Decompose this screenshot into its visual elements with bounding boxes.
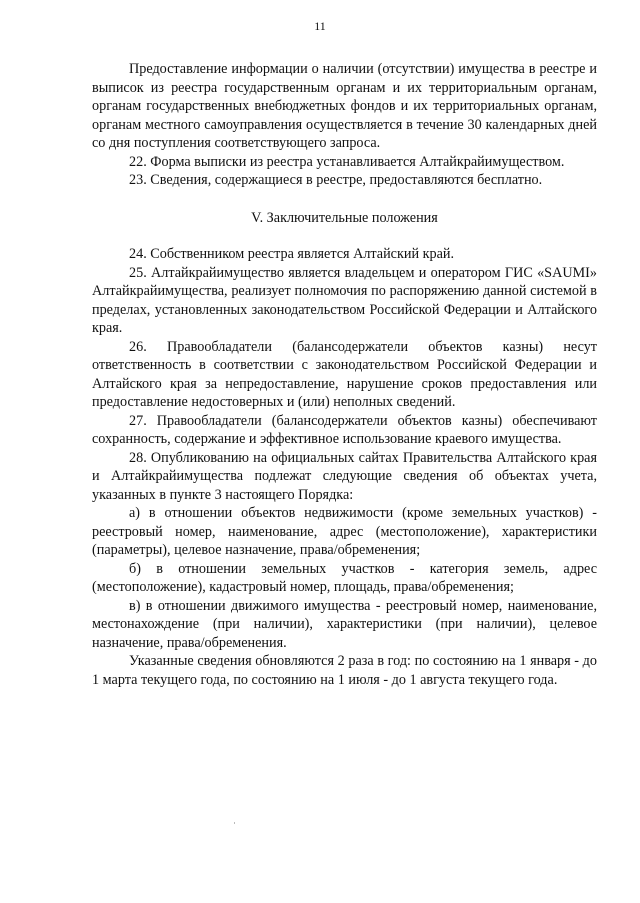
paragraph-28-b: б) в отношении земельных участков - категория земель, адрес (местоположение), кадастровый номер, площадь, права/обременения; [92, 560, 597, 595]
paragraph-28-a: а) в отношении объектов недвижимости (кроме земельных участков) - реестровый номер, наименование, адрес (местоположение), характеристики (параметры), целевое назначение, права/обременения; [92, 505, 597, 558]
page-number: 11 [314, 19, 326, 33]
paragraph-25: 25. Алтайкрайимущество является владельцем и оператором ГИС «SAUMI» Алтайкрайимущества, реализует полномочия по распоряжению данной системой в пределах, установленных законодательством Российской Федерации и Алтайского края. [92, 264, 597, 336]
paragraph-28-v: в) в отношении движимого имущества - реестровый номер, наименование, местонахождение (при наличии), характеристики (при наличии), целевое назначение, права/обременения. [92, 597, 597, 651]
paragraph-24: 24. Собственником реестра является Алтайский край. [129, 246, 455, 262]
paragraph-27: 27. Правообладатели (балансодержатели объектов казны) обеспечивают сохранность, содержание и эффективное использование краевого имущества. [92, 412, 597, 447]
paragraph-23: 23. Сведения, содержащиеся в реестре, предоставляются бесплатно. [129, 172, 543, 188]
document-body [92, 60, 597, 689]
section-heading: V. Заключительные положения [251, 209, 438, 226]
paragraph-info-provision: Предоставление информации о наличии (отсутствии) имущества в реестре и выписок из реестра государственным органам и их территориальным органам, органам государственных внебюджетных фондов и их территориальных органам, органам местного самоуправления осуществляется в течение 30 календарных дней со дня поступления соответствующего запроса. [92, 61, 597, 151]
scan-speck [234, 822, 235, 824]
paragraph-22: 22. Форма выписки из реестра устанавливается Алтайкрайимуществом. [129, 153, 565, 170]
paragraph-28: 28. Опубликованию на официальных сайтах Правительства Алтайского края и Алтайкрайимущества подлежат следующие сведения об объектах учета, указанных в пункте 3 настоящего Порядка: [92, 449, 597, 503]
paragraph-26: 26. Правообладатели (балансодержатели объектов казны) несут ответственность в соответствии с законодательством Российской Федерации и Алтайского края за непредоставление, нарушение сроков предоставления или предоставление недостоверных и (или) неполных сведений. [92, 338, 597, 410]
paragraph-update-schedule: Указанные сведения обновляются 2 раза в год: по состоянию на 1 января - до 1 марта текущего года, по состоянию на 1 июля - до 1 августа текущего года. [92, 653, 597, 688]
